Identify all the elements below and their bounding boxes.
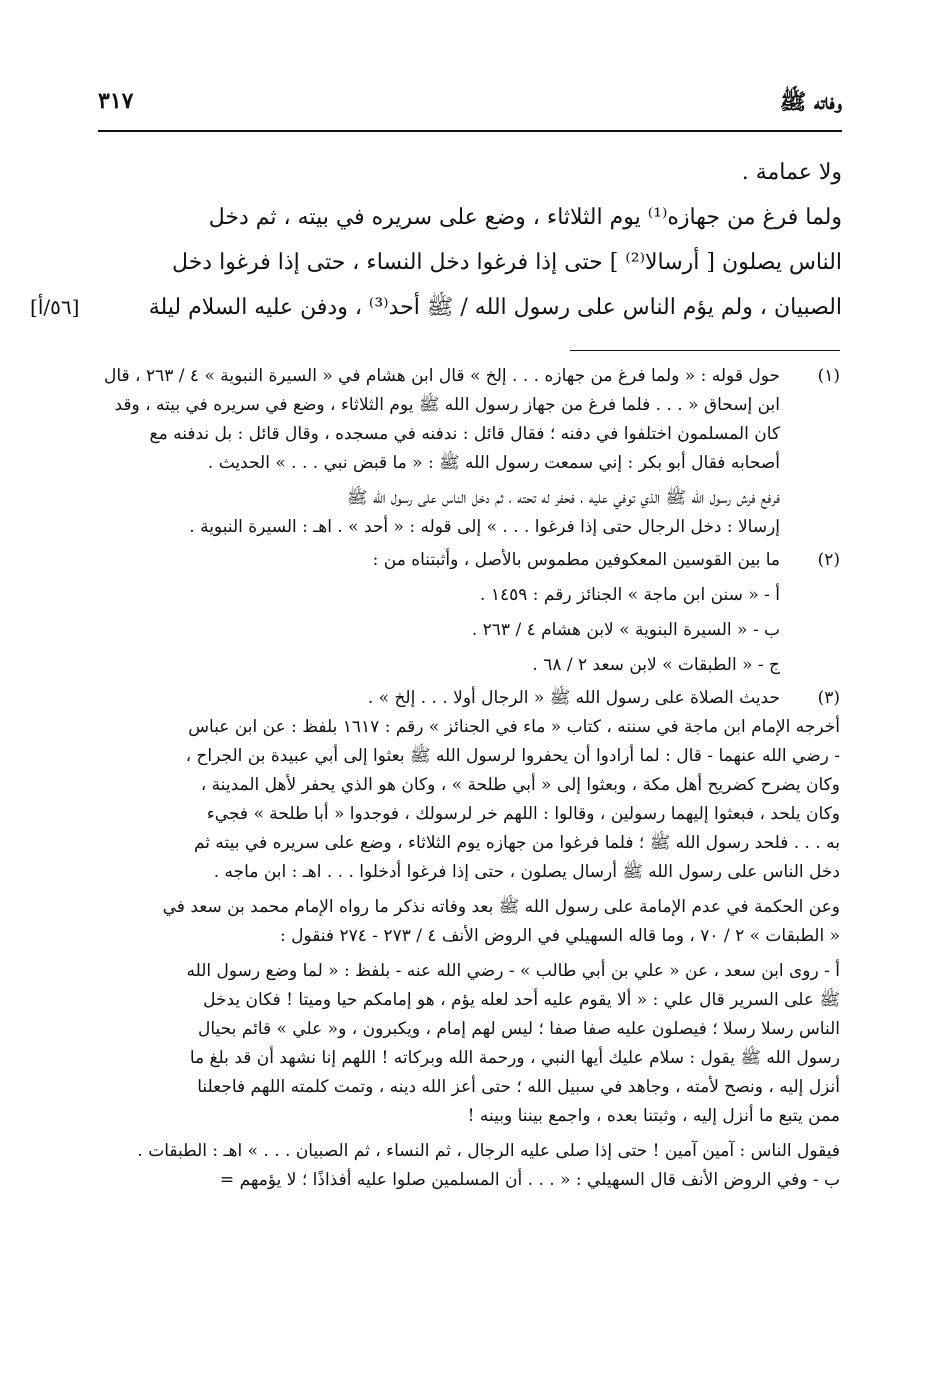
- footnote-line: فرفع فرش رسول الله ﷺ الذي توفي عليه ، فحفر له تحته ، ثم دخل الناس على رسول الله ﷺ: [346, 488, 780, 508]
- footnote-line: إرسالا : دخل الرجال حتى إذا فرغوا . . . » إلى قوله : « أحد » . اهـ : السيرة النبوية .: [189, 517, 780, 537]
- main-line: الناس يصلون [ أرسالا⁽²⁾ ] حتى إذا فرغوا دخل النساء ، حتى إذا فرغوا دخل: [172, 250, 842, 275]
- footnote-line: الناس رسلا رسلا ؛ فيصلون عليه صفا صفا ؛ ليس لهم إمام ، ويكبرون ، و« علي » قائم بحيال: [198, 1019, 840, 1039]
- main-line: ولا عمامة .: [741, 160, 842, 185]
- footnote-line: دخل الناس على رسول الله ﷺ أرسال يصلون ، حتى إذا فرغوا أدخلوا . . . اهـ : ابن ماجه .: [213, 862, 840, 882]
- footnote-source-item: ج - « الطبقات » لابن سعد ٢ / ٦٨ .: [532, 655, 780, 675]
- footnote-intro: حديث الصلاة على رسول الله ﷺ « الرجال أولا . . . إلخ » .: [367, 688, 780, 708]
- running-header: [98, 88, 842, 124]
- folio-mark: [٥٦/أ]: [30, 295, 80, 319]
- footnote-line: وكان يضرح كضريح أهل مكة ، وبعثوا إلى « أبي طلحة » ، وكان هو الذي يحفر لأهل المدينة ،: [200, 775, 840, 795]
- footnote-2: [98, 546, 840, 680]
- main-line-text: الصبيان ، ولم يؤم الناس على رسول الله / ﷺ أحد⁽³⁾ ، ودفن عليه السلام ليلة: [148, 295, 842, 320]
- footnote-number: (٢): [817, 550, 840, 570]
- footnote-1: [98, 362, 840, 542]
- footnote-number: (٣): [817, 688, 840, 708]
- footnote-line: ممن يتبع ما أنزل إليه ، وثبتنا بعده ، واجمع بيننا وبينه !: [467, 1106, 840, 1126]
- main-line-with-folio: [30, 285, 842, 330]
- footnote-line: وعن الحكمة في عدم الإمامة على رسول الله ﷺ بعد وفاته نذكر ما رواه الإمام محمد بن سعد في: [162, 897, 840, 917]
- footnote-line: أنزل إليه ، ونصح لأمته ، وجاهد في سبيل الله ؛ حتى أعز الله دينه ، وتمت كلمته اللهم فاجعلنا: [197, 1077, 840, 1097]
- main-text: [30, 150, 842, 330]
- footnote-line: ما بين القوسين المعكوفين مطموس بالأصل ، وأثبتناه من :: [372, 550, 780, 570]
- footnote-line: ب - وفي الروض الأنف قال السهيلي : « . . . أن المسلمين صلوا عليه أفذاذًا ؛ لا يؤمهم =: [219, 1170, 840, 1190]
- footnote-separator: [570, 350, 840, 351]
- footnote-line: أصحابه فقال أبو بكر : إني سمعت رسول الله ﷺ : « ما قبض نبي . . . » الحديث .: [207, 453, 780, 473]
- footnote-line: - رضي الله عنهما - قال : لما أرادوا أن يحفروا لرسول الله ﷺ بعثوا إلى أبي عبيدة بن الجراح ،: [185, 746, 840, 766]
- running-title: وفاته ﷺ: [779, 89, 842, 115]
- main-line: ولما فرغ من جهازه⁽¹⁾ يوم الثلاثاء ، وضع على سريره في بيته ، ثم دخل: [208, 205, 842, 230]
- footnote-line: فيقول الناس : آمين آمين ! حتى إذا صلى عليه الرجال ، ثم النساء ، ثم الصبيان . . . » اهـ : الطبقات .: [137, 1141, 840, 1161]
- footnote-3: [98, 684, 840, 1195]
- footnote-source-item: أ - « سنن ابن ماجة » الجنائز رقم : ١٤٥٩ .: [480, 585, 780, 605]
- footnote-line: « الطبقات » ٢ / ٧٠ ، وما قاله السهيلي في الروض الأنف ٤ / ٢٧٣ - ٢٧٤ فنقول :: [279, 926, 840, 946]
- footnote-line: كان المسلمون اختلفوا في دفنه ؛ فقال قائل : ندفنه في مسجده ، وقال قائل : بل ندفنه مع: [149, 424, 780, 444]
- footnote-line: به . . . فلحد رسول الله ﷺ ؛ فلما فرغوا من جهازه يوم الثلاثاء ، وضع على سريره في بيته ثم: [193, 833, 840, 853]
- footnote-line: وكان يلحد ، فبعثوا إليهما رسولين ، وقالوا : اللهم خر لرسولك ، فوجدوا « أبا طلحة » فجيء: [206, 804, 840, 824]
- footnote-line: ابن إسحاق « . . . فلما فرغ من جهاز رسول الله ﷺ يوم الثلاثاء ، وضع في سريره في بيته ، وقد: [114, 395, 780, 415]
- footnotes: [98, 362, 840, 1199]
- header-rule: [98, 130, 842, 132]
- footnote-line: أ - روى ابن سعد ، عن « علي بن أبي طالب » - رضي الله عنه - بلفظ : « لما وضع رسول الله: [186, 961, 840, 981]
- footnote-line: ﷺ على السرير قال علي : « ألا يقوم عليه أحد لعله يؤم ، هو إمامكم حيا وميتا ! فكان يدخل: [203, 990, 840, 1010]
- footnote-body: [98, 713, 840, 1195]
- page-number: ٣١٧: [98, 88, 134, 114]
- footnote-line: حول قوله : « ولما فرغ من جهازه . . . إلخ » قال ابن هشام في « السيرة النبوية » ٤ / ٢٦٣ ، قال: [104, 366, 780, 386]
- footnote-line: أخرجه الإمام ابن ماجة في سننه ، كتاب « ماء في الجنائز » رقم : ١٦١٧ بلفظ : عن ابن عباس: [188, 717, 840, 737]
- footnote-source-item: ب - « السيرة البنوية » لابن هشام ٤ / ٢٦٣ .: [471, 620, 780, 640]
- footnote-number: (١): [817, 366, 840, 386]
- footnote-line: رسول الله ﷺ يقول : سلام عليك أيها النبي ، ورحمة الله وبركاته ! اللهم إنا نشهد أن قد بلغ ما: [189, 1048, 840, 1068]
